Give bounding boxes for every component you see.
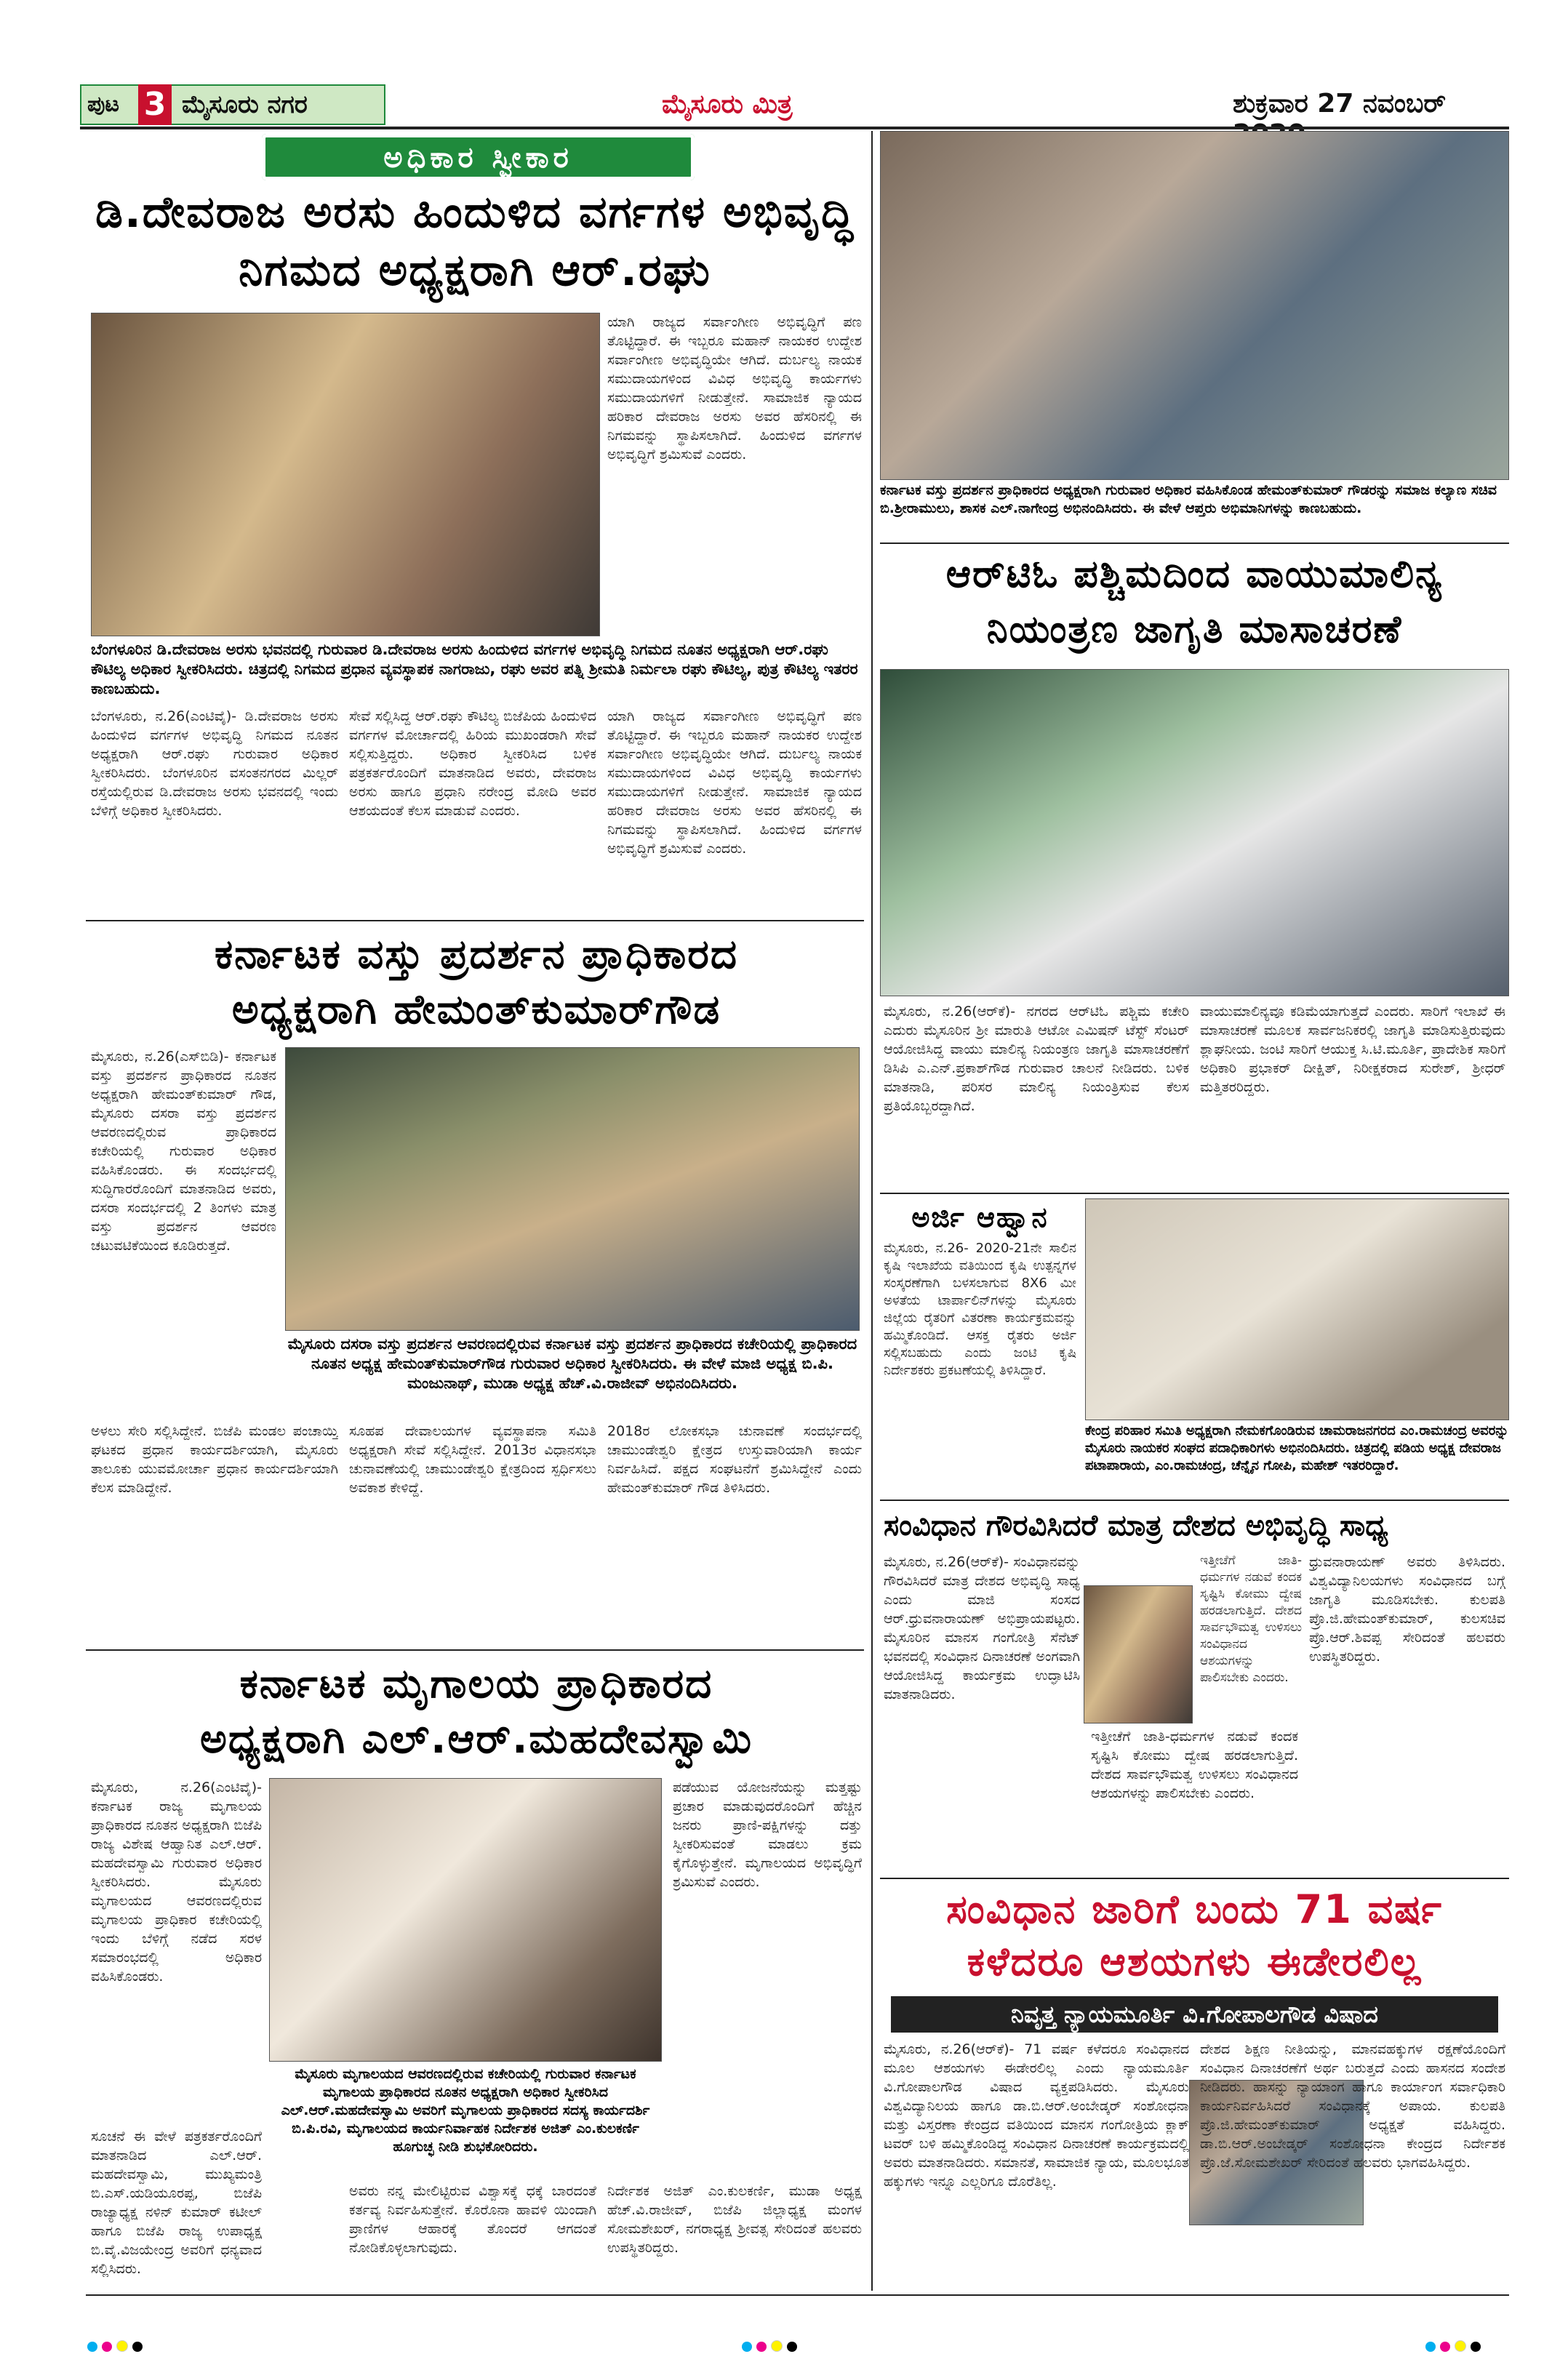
magenta-dot — [102, 2342, 112, 2352]
section-name: ಮೈಸೂರು ನಗರ — [182, 90, 308, 119]
story6-caption: ಕೇಂದ್ರ ಪರಿಹಾರ ಸಮಿತಿ ಅಧ್ಯಕ್ಷರಾಗಿ ನೇಮಕಗೊಂಡಿರುವ ಚಾಮರಾಜನಗರದ ಎಂ.ರಾಮಚಂದ್ರ ಅವರನ್ನು ಮೈಸೂರು ನಾಯಕರ ಸಂಘದ ಪದಾಧಿಕಾರಿಗಳು ಅಭಿನಂದಿಸಿದರು. ಚಿತ್ರದಲ್ಲಿ ಪಡಿಯ ಅಧ್ಯಕ್ಷ ದೇವರಾಜ ಪಟಾಪಾರಾಯ, ಎಂ.ರಾಮಚಂದ್ರ, ಚೆನ್ನೈನ ಗೋಪಿ, ಮಹೇಶ್ ಇತರರಿದ್ದಾರೆ. — [1085, 1423, 1509, 1473]
divider-6 — [880, 1878, 1509, 1879]
story8-subhead-bar — [891, 1996, 1498, 2033]
kicker-banner — [262, 134, 695, 180]
story2-caption: ಮೈಸೂರು ದಸರಾ ವಸ್ತು ಪ್ರದರ್ಶನ ಆವರಣದಲ್ಲಿರುವ ಕರ್ನಾಟಕ ವಸ್ತು ಪ್ರದರ್ಶನ ಪ್ರಾಧಿಕಾರದ ಕಚೇರಿಯಲ್ಲಿ ಪ್ರಾಧಿಕಾರದ ನೂತನ ಅಧ್ಯಕ್ಷ ಹೇಮಂತ್‌ಕುಮಾರ್‌ಗೌಡ ಗುರುವಾರ ಅಧಿಕಾರ ಸ್ವೀಕರಿಸಿದರು. ಈ ವೇಳೆ ಮಾಜಿ ಅಧ್ಯಕ್ಷ ಬಿ.ಪಿ. ಮಂಜುನಾಥ್, ಮುಡಾ ಅಧ್ಯಕ್ಷ ಹೆಚ್.ವಿ.ರಾಜೀವ್ ಅಭಿನಂದಿಸಿದರು. — [287, 1335, 857, 1392]
magenta-dot — [756, 2342, 767, 2352]
story1-photo — [91, 313, 600, 636]
divider-1 — [86, 920, 864, 921]
magenta-dot — [1440, 2342, 1450, 2352]
header-rule — [80, 127, 1509, 129]
story8-col-right: ದೇಶದ ಶಿಕ್ಷಣ ನೀತಿಯನ್ನು, ಮಾನವಹಕ್ಕುಗಳ ರಕ್ಷಣೆಯೊಂದಿಗೆ ಸಂವಿಧಾನ ದಿನಾಚರಣೆಗೆ ಅರ್ಥ ಬರುತ್ತದೆ ಎಂದು ಹಾಸನದ ಸಂದೇಶ ನೀಡಿದರು. ಹಾಸನ್ನು ನ್ಯಾಯಾಂಗ ಹಾಗೂ ಕಾರ್ಯಾಂಗ ಸರ್ವಾಧಿಕಾರಿ ಕಾರ್ಯನಿರ್ವಹಿಸಿದರೆ ಸಂವಿಧಾನಕ್ಕೆ ಅಪಾಯ. ಕುಲಪತಿ ಪ್ರೊ.ಜಿ.ಹೇಮಂತ್‌ಕುಮಾರ್ ಅಧ್ಯಕ್ಷತೆ ವಹಿಸಿದ್ದರು. ಡಾ.ಬಿ.ಆರ್.ಅಂಬೇಡ್ಕರ್ ಸಂಶೋಧನಾ ಕೇಂದ್ರದ ನಿರ್ದೇಶಕ ಪ್ರೊ.ಜೆ.ಸೋಮಶೇಖರ್ ಸೇರಿದಂತೆ ಹಲವರು ಭಾಗವಹಿಸಿದ್ದರು. — [1200, 2041, 1505, 2171]
story5-col-left: ಮೈಸೂರು, ನ.26(ಆರ್‌ಕೆ)- ನಗರದ ಆರ್‌ಟಿಓ ಪಶ್ಚಿಮ ಕಚೇರಿ ಎದುರು ಮೈಸೂರಿನ ಶ್ರೀ ಮಾರುತಿ ಆಟೋ ಎಮಿಷನ್ ಟೆಸ್ಟ್ ಸೆಂಟರ್ ಆಯೋಜಿಸಿದ್ದ ವಾಯು ಮಾಲಿನ್ಯ ನಿಯಂತ್ರಣ ಜಾಗೃತಿ ಮಾಸಾಚರಣೆಗೆ ಡಿಸಿಪಿ ಎ.ಎನ್.ಪ್ರಕಾಶ್‌ಗೌಡ ಗುರುವಾರ ಚಾಲನೆ ನೀಡಿದರು. ಬಳಿಕ ಮಾತನಾಡಿ, ಪರಿಸರ ಮಾಲಿನ್ಯ ನಿಯಂತ್ರಿಸುವ ಕೆಲಸ ಪ್ರತಿಯೊಬ್ಬರದ್ದಾಗಿದೆ. — [884, 1004, 1189, 1114]
issue-date: ಶುಕ್ರವಾರ 27 ನವಂಬರ್ — [1233, 89, 1447, 119]
black-dot — [787, 2342, 797, 2352]
story3-headline: ಕರ್ನಾಟಕ ಮೃಗಾಲಯ ಪ್ರಾಧಿಕಾರದ ಅಧ್ಯಕ್ಷರಾಗಿ ಎಲ್.ಆರ್.ಮಹದೇವಸ್ವಾಮಿ — [200, 1660, 753, 1763]
divider-4 — [880, 1193, 1509, 1194]
page-number: 3 — [138, 84, 172, 125]
story7-headline: ಸಂವಿಧಾನ ಗೌರವಿಸಿದರೆ ಮಾತ್ರ ದೇಶದ ಅಭಿವೃದ್ಧಿ ಸಾಧ್ಯ — [884, 1509, 1388, 1542]
story7-col-mid: ಇತ್ತೀಚೆಗೆ ಜಾತಿ-ಧರ್ಮಗಳ ನಡುವೆ ಕಂದಕ ಸೃಷ್ಟಿಸಿ ಕೋಮು ದ್ವೇಷ ಹರಡಲಾಗುತ್ತಿದೆ. ದೇಶದ ಸಾರ್ವಭೌಮತ್ವ ಉಳಿಸಲು ಸಂವಿಧಾನದ ಆಶಯಗಳನ್ನು ಪಾಲಿಸಬೇಕು ಎಂದರು. — [1091, 1729, 1298, 1801]
story4-photo — [880, 131, 1509, 480]
story2-headline: ಕರ್ನಾಟಕ ವಸ್ತು ಪ್ರದರ್ಶನ ಪ್ರಾಧಿಕಾರದ ಅಧ್ಯಕ್ಷರಾಗಿ ಹೇಮಂತ್‌ಕುಮಾರ್‌ಗೌಡ — [214, 931, 739, 1033]
story3-caption: ಮೈಸೂರು ಮೃಗಾಲಯದ ಆವರಣದಲ್ಲಿರುವ ಕಚೇರಿಯಲ್ಲಿ ಗುರುವಾರ ಕರ್ನಾಟಕ ಮೃಗಾಲಯ ಪ್ರಾಧಿಕಾರದ ನೂತನ ಅಧ್ಯಕ್ಷರಾಗಿ ಅಧಿಕಾರ ಸ್ವೀಕರಿಸಿದ ಎಲ್.ಆರ್.ಮಹದೇವಸ್ವಾಮಿ ಅವರಿಗೆ ಮೃಗಾಲಯ ಪ್ರಾಧಿಕಾರದ ಸದಸ್ಯ ಕಾರ್ಯದರ್ಶಿ ಬಿ.ಪಿ.ರವಿ, ಮೃಗಾಲಯದ ಕಾರ್ಯನಿರ್ವಾಹಕ ನಿರ್ದೇಶಕ ಅಜಿತ್ ಎಂ.ಕುಲಕರ್ಣಿ ಹೂಗುಚ್ಛ ನೀಡಿ ಶುಭಕೋರಿದರು. — [281, 2066, 650, 2155]
story6-photo — [1085, 1198, 1509, 1420]
story3-photo — [269, 1778, 662, 2062]
story2-col-b: ಸೂಹಪ ದೇವಾಲಯಗಳ ವ್ಯವಸ್ಥಾಪನಾ ಸಮಿತಿ ಅಧ್ಯಕ್ಷರಾಗಿ ಸೇವೆ ಸಲ್ಲಿಸಿದ್ದೇನೆ. 2013ರ ವಿಧಾನಸಭಾ ಚುನಾವಣೆಯಲ್ಲಿ ಚಾಮುಂಡೇಶ್ವರಿ ಕ್ಷೇತ್ರದಿಂದ ಸ್ಪರ್ಧಿಸಲು ಅವಕಾಶ ಕೇಳಿದ್ದೆ. — [349, 1423, 596, 1496]
story5-col-right: ವಾಯುಮಾಲಿನ್ಯವೂ ಕಡಿಮೆಯಾಗುತ್ತದೆ ಎಂದರು. ಸಾರಿಗೆ ಇಲಾಖೆ ಈ ಮಾಸಾಚರಣೆ ಮೂಲಕ ಸಾರ್ವಜನಿಕರಲ್ಲಿ ಜಾಗೃತಿ ಮಾಡಿಸುತ್ತಿರುವುದು ಶ್ಲಾಘನೀಯ. ಜಂಟಿ ಸಾರಿಗೆ ಆಯುಕ್ತ ಸಿ.ಟಿ.ಮೂರ್ತಿ, ಪ್ರಾದೇಶಿಕ ಸಾರಿಗೆ ಅಧಿಕಾರಿ ಪ್ರಭಾಕರ್ ದೀಕ್ಷಿತ್, ನಿರೀಕ್ಷಕರಾದ ಸುರೇಶ್, ಶ್ರೀಧರ್ ಮತ್ತಿತರರಿದ್ದರು. — [1200, 1004, 1505, 1095]
story6-text: ಮೈಸೂರು, ನ.26- 2020-21ನೇ ಸಾಲಿನ ಕೃಷಿ ಇಲಾಖೆಯ ವತಿಯಿಂದ ಕೃಷಿ ಉತ್ಪನ್ನಗಳ ಸಂಸ್ಕರಣೆಗಾಗಿ ಬಳಸಲಾಗುವ 8X6 ಮೀ ಅಳತೆಯ ಟಾರ್ಪಾಲಿನ್‌ಗಳನ್ನು ಮೈಸೂರು ಜಿಲ್ಲೆಯ ರೈತರಿಗೆ ವಿತರಣಾ ಕಾರ್ಯಕ್ರಮವನ್ನು ಹಮ್ಮಿಕೊಂಡಿದೆ. ಆಸಕ್ತ ರೈತರು ಅರ್ಜಿ ಸಲ್ಲಿಸಬಹುದು ಎಂದು ಜಂಟಿ ಕೃಷಿ ನಿರ್ದೇಶಕರು ಪ್ರಕಟಣೆಯಲ್ಲಿ ತಿಳಿಸಿದ್ದಾರೆ. — [884, 1241, 1076, 1378]
divider-7 — [86, 2294, 1509, 2296]
cyan-dot — [742, 2342, 752, 2352]
story1-col-left: ಬೆಂಗಳೂರು, ನ.26(ಎಂಟಿವೈ)- ಡಿ.ದೇವರಾಜ ಅರಸು ಹಿಂದುಳಿದ ವರ್ಗಗಳ ಅಭಿವೃದ್ಧಿ ನಿಗಮದ ನೂತನ ಅಧ್ಯಕ್ಷರಾಗಿ ಆರ್.ರಘು ಗುರುವಾರ ಅಧಿಕಾರ ಸ್ವೀಕರಿಸಿದರು. ಬೆಂಗಳೂರಿನ ವಸಂತನಗರದ ಮಿಲ್ಲರ್ ರಸ್ತೆಯಲ್ಲಿರುವ ಡಿ.ದೇವರಾಜ ಅರಸು ಭವನದಲ್ಲಿ ಇಂದು ಬೆಳಿಗ್ಗೆ ಅಧಿಕಾರ ಸ್ವೀಕರಿಸಿದರು. — [91, 708, 338, 819]
black-dot — [1471, 2342, 1481, 2352]
story8-headline: ಸಂವಿಧಾನ ಜಾರಿಗೆ ಬಂದು 71 ವರ್ಷ ಕಳೆದರೂ ಆಶಯಗಳು ಈಡೇರಲಿಲ್ಲ — [946, 1886, 1443, 1985]
story5-photo — [880, 669, 1509, 996]
story3-col-b: ಅವರು ನನ್ನ ಮೇಲಿಟ್ಟಿರುವ ವಿಶ್ವಾಸಕ್ಕೆ ಧಕ್ಕೆ ಬಾರದಂತೆ ಕರ್ತವ್ಯ ನಿರ್ವಹಿಸುತ್ತೇನೆ. ಕೊರೊನಾ ಹಾವಳಿ ಯಿಂದಾಗಿ ಪ್ರಾಣಿಗಳ ಆಹಾರಕ್ಕೆ ತೊಂದರೆ ಆಗದಂತೆ ನೋಡಿಕೊಳ್ಳಲಾಗುವುದು. — [349, 2183, 596, 2256]
story1-col-right2: ಯಾಗಿ ರಾಜ್ಯದ ಸರ್ವಾಂಗೀಣ ಅಭಿವೃದ್ಧಿಗೆ ಪಣ ತೊಟ್ಟಿದ್ದಾರೆ. ಈ ಇಬ್ಬರೂ ಮಹಾನ್ ನಾಯಕರ ಉದ್ದೇಶ ಸರ್ವಾಂಗೀಣ ಅಭಿವೃದ್ಧಿಯೇ ಆಗಿದೆ. ದುರ್ಬಲ್ಯ ನಾಯಕ ಸಮುದಾಯಗಳಿಂದ ವಿವಿಧ ಅಭಿವೃದ್ಧಿ ಕಾರ್ಯಗಳು ಸಮುದಾಯಗಳಿಗೆ ನೀಡುತ್ತೇನೆ. ಸಾಮಾಜಿಕ ನ್ಯಾಯದ ಹರಿಕಾರ ದೇವರಾಜ ಅರಸು ಅವರ ಹೆಸರಿನಲ್ಲಿ ಈ ನಿಗಮವನ್ನು ಸ್ಥಾಪಿಸಲಾಗಿದೆ. ಹಿಂದುಳಿದ ವರ್ಗಗಳ ಅಭಿವೃದ್ಧಿಗೆ ಶ್ರಮಿಸುವೆ ಎಂದರು. — [607, 708, 862, 857]
story1-caption: ಬೆಂಗಳೂರಿನ ಡಿ.ದೇವರಾಜ ಅರಸು ಭವನದಲ್ಲಿ ಗುರುವಾರ ಡಿ.ದೇವರಾಜ ಅರಸು ಹಿಂದುಳಿದ ವರ್ಗಗಳ ಅಭಿವೃದ್ಧಿ ನಿಗಮದ ನೂತನ ಅಧ್ಯಕ್ಷರಾಗಿ ಆರ್.ರಘು ಕೌಟಿಲ್ಯ ಅಧಿಕಾರ ಸ್ವೀಕರಿಸಿದರು. ಚಿತ್ರದಲ್ಲಿ ನಿಗಮದ ಪ್ರಧಾನ ವ್ಯವಸ್ಥಾಪಕ ನಾಗರಾಜು, ರಘು ಅವರ ಪತ್ನಿ ಶ್ರೀಮತಿ ನಿರ್ಮಲಾ ರಘು ಕೌಟಿಲ್ಯ, ಪುತ್ರ ಕೌಟಿಲ್ಯ ಇತರರ ಕಾಣಬಹುದು. — [91, 641, 858, 697]
divider-2 — [86, 1649, 864, 1651]
story7-col-left: ಮೈಸೂರು, ನ.26(ಆರ್‌ಕೆ)- ಸಂವಿಧಾನವನ್ನು ಗೌರವಿಸಿದರೆ ಮಾತ್ರ ದೇಶದ ಅಭಿವೃದ್ಧಿ ಸಾಧ್ಯ ಎಂದು ಮಾಜಿ ಸಂಸದ ಆರ್.ಧ್ರುವನಾರಾಯಣ್ ಅಭಿಪ್ರಾಯಪಟ್ಟರು. ಮೈಸೂರಿನ ಮಾನಸ ಗಂಗೋತ್ರಿ ಸೆನೆಟ್ ಭವನದಲ್ಲಿ ಸಂವಿಧಾನ ದಿನಾಚರಣೆ ಅಂಗವಾಗಿ ಆಯೋಜಿಸಿದ್ದ ಕಾರ್ಯಕ್ರಮ ಉದ್ಘಾಟಿಸಿ ಮಾತನಾಡಿದರು. — [884, 1554, 1080, 1702]
story8-subhead: ನಿವೃತ್ತ ನ್ಯಾಯಮೂರ್ತಿ ವಿ.ಗೋಪಾಲಗೌಡ ವಿಷಾದ — [1011, 2001, 1378, 2028]
page-header — [80, 84, 1509, 125]
story2-col-c: 2018ರ ಲೋಕಸಭಾ ಚುನಾವಣೆ ಸಂದರ್ಭದಲ್ಲಿ ಚಾಮುಂಡೇಶ್ವರಿ ಕ್ಷೇತ್ರದ ಉಸ್ತುವಾರಿಯಾಗಿ ಕಾರ್ಯ ನಿರ್ವಹಿಸಿದೆ. ಪಕ್ಷದ ಸಂಘಟನೆಗೆ ಶ್ರಮಿಸಿದ್ದೇನೆ ಎಂದು ಹೇಮಂತ್‌ಕುಮಾರ್ ಗೌಡ ತಿಳಿಸಿದರು. — [607, 1423, 862, 1496]
story3-col-c: ನಿರ್ದೇಶಕ ಅಜಿತ್ ಎಂ.ಕುಲಕರ್ಣಿ, ಮುಡಾ ಅಧ್ಯಕ್ಷ ಹೆಚ್.ವಿ.ರಾಜೀವ್, ಬಿಜೆಪಿ ಜಿಲ್ಲಾಧ್ಯಕ್ಷ ಮಂಗಳ ಸೋಮಶೇಖರ್, ನಗರಾಧ್ಯಕ್ಷ ಶ್ರೀವತ್ಸ ಸೇರಿದಂತೆ ಹಲವರು ಉಪಸ್ಥಿತರಿದ್ದರು. — [607, 2183, 862, 2256]
story3-col-left: ಮೈಸೂರು, ನ.26(ಎಂಟಿವೈ)- ಕರ್ನಾಟಕ ರಾಜ್ಯ ಮೃಗಾಲಯ ಪ್ರಾಧಿಕಾರದ ನೂತನ ಅಧ್ಯಕ್ಷರಾಗಿ ಬಿಜೆಪಿ ರಾಜ್ಯ ವಿಶೇಷ ಆಹ್ವಾನಿತ ಎಲ್.ಆರ್. ಮಹದೇವಸ್ವಾಮಿ ಗುರುವಾರ ಅಧಿಕಾರ ಸ್ವೀಕರಿಸಿದರು. ಮೈಸೂರು ಮೃಗಾಲಯದ ಆವರಣದಲ್ಲಿರುವ ಮೃಗಾಲಯ ಪ್ರಾಧಿಕಾರ ಕಚೇರಿಯಲ್ಲಿ ಇಂದು ಬೆಳಿಗ್ಗೆ ನಡೆದ ಸರಳ ಸಮಾರಂಭದಲ್ಲಿ ಅಧಿಕಾರ ವಹಿಸಿಕೊಂಡರು. — [91, 1779, 262, 1985]
yellow-dot — [116, 2340, 128, 2352]
story2-photo — [285, 1047, 860, 1331]
story7-col-right: ಧ್ರುವನಾರಾಯಣ್ ಅವರು ತಿಳಿಸಿದರು. ವಿಶ್ವವಿದ್ಯಾನಿಲಯಗಳು ಸಂವಿಧಾನದ ಬಗ್ಗೆ ಜಾಗೃತಿ ಮೂಡಿಸಬೇಕು. ಕುಲಪತಿ ಪ್ರೊ.ಜಿ.ಹೇಮಂತ್‌ಕುಮಾರ್, ಕುಲಸಚಿವ ಪ್ರೊ.ಆರ್.ಶಿವಪ್ಪ ಸೇರಿದಂತೆ ಹಲವರು ಉಪಸ್ಥಿತರಿದ್ದರು. — [1309, 1554, 1505, 1665]
cmyk-marks-center — [742, 2340, 887, 2355]
story3-col-a: ಸೂಚನೆ ಈ ವೇಳೆ ಪತ್ರಕರ್ತರೊಂದಿಗೆ ಮಾತನಾಡಿದ ಎಲ್.ಆರ್. ಮಹದೇವಸ್ವಾಮಿ, ಮುಖ್ಯಮಂತ್ರಿ ಬಿ.ಎಸ್.ಯಡಿಯೂರಪ್ಪ, ಬಿಜೆಪಿ ರಾಜ್ಯಾಧ್ಯಕ್ಷ ನಳಿನ್ ಕುಮಾರ್ ಕಟೀಲ್ ಹಾಗೂ ಬಿಜೆಪಿ ರಾಜ್ಯ ಉಪಾಧ್ಯಕ್ಷ ಬಿ.ವೈ.ವಿಜಯೇಂದ್ರ ಅವರಿಗೆ ಧನ್ಯವಾದ ಸಲ್ಲಿಸಿದರು. — [91, 2129, 262, 2277]
story6-headline: ಅರ್ಜಿ ಆಹ್ವಾನ — [911, 1201, 1049, 1233]
story1-col-right: ಯಾಗಿ ರಾಜ್ಯದ ಸರ್ವಾಂಗೀಣ ಅಭಿವೃದ್ಧಿಗೆ ಪಣ ತೊಟ್ಟಿದ್ದಾರೆ. ಈ ಇಬ್ಬರೂ ಮಹಾನ್ ನಾಯಕರ ಉದ್ದೇಶ ಸರ್ವಾಂಗೀಣ ಅಭಿವೃದ್ಧಿಯೇ ಆಗಿದೆ. ದುರ್ಬಲ್ಯ ನಾಯಕ ಸಮುದಾಯಗಳಿಂದ ವಿವಿಧ ಅಭಿವೃದ್ಧಿ ಕಾರ್ಯಗಳು ಸಮುದಾಯಗಳಿಗೆ ನೀಡುತ್ತೇನೆ. ಸಾಮಾಜಿಕ ನ್ಯಾಯದ ಹರಿಕಾರ ದೇವರಾಜ ಅರಸು ಅವರ ಹೆಸರಿನಲ್ಲಿ ಈ ನಿಗಮವನ್ನು ಸ್ಥಾಪಿಸಲಾಗಿದೆ. ಹಿಂದುಳಿದ ವರ್ಗಗಳ ಅಭಿವೃದ್ಧಿಗೆ ಶ್ರಮಿಸುವೆ ಎಂದರು. — [607, 314, 862, 463]
cyan-dot — [87, 2342, 97, 2352]
divider-5 — [880, 1500, 1509, 1501]
cmyk-marks-left — [87, 2340, 233, 2355]
story8-col-left: ಮೈಸೂರು, ನ.26(ಆರ್‌ಕೆ)- 71 ವರ್ಷ ಕಳೆದರೂ ಸಂವಿಧಾನದ ಮೂಲ ಆಶಯಗಳು ಈಡೇರಲಿಲ್ಲ ಎಂದು ನ್ಯಾಯಮೂರ್ತಿ ವಿ.ಗೋಪಾಲಗೌಡ ವಿಷಾದ ವ್ಯಕ್ತಪಡಿಸಿದರು. ಮೈಸೂರು ವಿಶ್ವವಿದ್ಯಾನಿಲಯ ಹಾಗೂ ಡಾ.ಬಿ.ಆರ್.ಅಂಬೇಡ್ಕರ್ ಸಂಶೋಧನಾ ಮತ್ತು ವಿಸ್ತರಣಾ ಕೇಂದ್ರದ ವತಿಯಿಂದ ಮಾನಸ ಗಂಗೋತ್ರಿಯ ಕ್ಲಾಕ್ ಟವರ್ ಬಳಿ ಹಮ್ಮಿಕೊಂಡಿದ್ದ ಸಂವಿಧಾನ ದಿನಾಚರಣೆ ಕಾರ್ಯಕ್ರಮದಲ್ಲಿ ಅವರು ಮಾತನಾಡಿದರು. ಸಮಾನತೆ, ಸಾಮಾಜಿಕ ನ್ಯಾಯ, ಮೂಲಭೂತ ಹಕ್ಕುಗಳು ಇನ್ನೂ ಎಲ್ಲರಿಗೂ ದೊರೆತಿಲ್ಲ. — [884, 2041, 1189, 2190]
black-dot — [132, 2342, 143, 2352]
story2-col-a: ಅಳಲು ಸೇರಿ ಸಲ್ಲಿಸಿದ್ದೇನೆ. ಬಿಜೆಪಿ ಮಂಡಲ ಪಂಚಾಯ್ತಿ ಘಟಕದ ಪ್ರಧಾನ ಕಾರ್ಯದರ್ಶಿಯಾಗಿ, ಮೈಸೂರು ತಾಲೂಕು ಯುವಮೋರ್ಚಾ ಪ್ರಧಾನ ಕಾರ್ಯದರ್ಶಿಯಾಗಿ ಕೆಲಸ ಮಾಡಿದ್ದೇನೆ. — [91, 1423, 338, 1496]
page-label: ಪುಟ — [87, 92, 120, 117]
story7-portrait — [1084, 1585, 1193, 1724]
divider-3 — [880, 543, 1509, 544]
cyan-dot — [1425, 2342, 1436, 2352]
yellow-dot — [1455, 2340, 1466, 2352]
story7-col-mid-top: ಇತ್ತೀಚೆಗೆ ಜಾತಿ-ಧರ್ಮಗಳ ನಡುವೆ ಕಂದಕ ಸೃಷ್ಟಿಸಿ ಕೋಮು ದ್ವೇಷ ಹರಡಲಾಗುತ್ತಿದೆ. ದೇಶದ ಸಾರ್ವಭೌಮತ್ವ ಉಳಿಸಲು ಸಂವಿಧಾನದ ಆಶಯಗಳನ್ನು ಪಾಲಿಸಬೇಕು ಎಂದರು. — [1200, 1553, 1302, 1685]
masthead-logo: ಮೈಸೂರು ಮಿತ್ರ — [662, 89, 793, 119]
story2-col-left: ಮೈಸೂರು, ನ.26(ಎಸ್‌ಬಿಡಿ)- ಕರ್ನಾಟಕ ವಸ್ತು ಪ್ರದರ್ಶನ ಪ್ರಾಧಿಕಾರದ ನೂತನ ಅಧ್ಯಕ್ಷರಾಗಿ ಹೇಮಂತ್‌ಕುಮಾರ್ ಗೌಡ, ಮೈಸೂರು ದಸರಾ ವಸ್ತು ಪ್ರದರ್ಶನ ಆವರಣದಲ್ಲಿರುವ ಪ್ರಾಧಿಕಾರದ ಕಚೇರಿಯಲ್ಲಿ ಗುರುವಾರ ಅಧಿಕಾರ ವಹಿಸಿಕೊಂಡರು. ಈ ಸಂದರ್ಭದಲ್ಲಿ ಸುದ್ದಿಗಾರರೊಂದಿಗೆ ಮಾತನಾಡಿದ ಅವರು, ದಸರಾ ಸಂದರ್ಭದಲ್ಲಿ 2 ತಿಂಗಳು ಮಾತ್ರ ವಸ್ತು ಪ್ರದರ್ಶನ ಆವರಣ ಚಟುವಟಿಕೆಯಿಂದ ಕೂಡಿರುತ್ತದೆ. — [91, 1049, 276, 1254]
story3-col-right: ಪಡೆಯುವ ಯೋಜನೆಯನ್ನು ಮತ್ತಷ್ಟು ಪ್ರಚಾರ ಮಾಡುವುದರೊಂದಿಗೆ ಹೆಚ್ಚಿನ ಜನರು ಪ್ರಾಣಿ-ಪಕ್ಷಿಗಳನ್ನು ದತ್ತು ಸ್ವೀಕರಿಸುವಂತೆ ಮಾಡಲು ಕ್ರಮ ಕೈಗೊಳ್ಳುತ್ತೇನೆ. ಮೃಗಾಲಯದ ಅಭಿವೃದ್ಧಿಗೆ ಶ್ರಮಿಸುವೆ ಎಂದರು. — [673, 1779, 862, 1890]
cmyk-marks-right — [1425, 2340, 1513, 2355]
story1-headline: ಡಿ.ದೇವರಾಜ ಅರಸು ಹಿಂದುಳಿದ ವರ್ಗಗಳ ಅಭಿವೃದ್ಧಿ ನಿಗಮದ ಅಧ್ಯಕ್ಷರಾಗಿ ಆರ್.ರಘು — [95, 187, 855, 296]
kicker-text: ಅಧಿಕಾರ ಸ್ವೀಕಾರ — [383, 141, 573, 175]
story1-col-mid: ಸೇವೆ ಸಲ್ಲಿಸಿದ್ದ ಆರ್.ರಘು ಕೌಟಿಲ್ಯ ಬಿಜೆಪಿಯ ಹಿಂದುಳಿದ ವರ್ಗಗಳ ಮೋರ್ಚಾದಲ್ಲಿ ಹಿರಿಯ ಮುಖಂಡರಾಗಿ ಸೇವೆ ಸಲ್ಲಿಸುತ್ತಿದ್ದರು. ಅಧಿಕಾರ ಸ್ವೀಕರಿಸಿದ ಬಳಿಕ ಪತ್ರಕರ್ತರೊಂದಿಗೆ ಮಾತನಾಡಿದ ಅವರು, ದೇವರಾಜ ಅರಸು ಹಾಗೂ ಪ್ರಧಾನಿ ನರೇಂದ್ರ ಮೋದಿ ಅವರ ಆಶಯದಂತೆ ಕೆಲಸ ಮಾಡುವೆ ಎಂದರು. — [349, 708, 596, 819]
center-divider — [871, 131, 873, 2291]
yellow-dot — [771, 2340, 783, 2352]
story5-headline: ಆರ್‌ಟಿಓ ಪಶ್ಚಿಮದಿಂದ ವಾಯುಮಾಲಿನ್ಯ ನಿಯಂತ್ರಣ ಜಾಗೃತಿ ಮಾಸಾಚರಣೆ — [945, 553, 1444, 652]
story4-caption: ಕರ್ನಾಟಕ ವಸ್ತು ಪ್ರದರ್ಶನ ಪ್ರಾಧಿಕಾರದ ಅಧ್ಯಕ್ಷರಾಗಿ ಗುರುವಾರ ಅಧಿಕಾರ ವಹಿಸಿಕೊಂಡ ಹೇಮಂತ್‌ಕುಮಾರ್ ಗೌಡರನ್ನು ಸಮಾಜ ಕಲ್ಯಾಣ ಸಚಿವ ಬಿ.ಶ್ರೀರಾಮುಲು, ಶಾಸಕ ಎಲ್.ನಾಗೇಂದ್ರ ಅಭಿನಂದಿಸಿದರು. ಈ ವೇಳೆ ಆಪ್ತರು ಅಭಿಮಾನಿಗಳನ್ನು ಕಾಣಬಹುದು. — [880, 482, 1497, 516]
